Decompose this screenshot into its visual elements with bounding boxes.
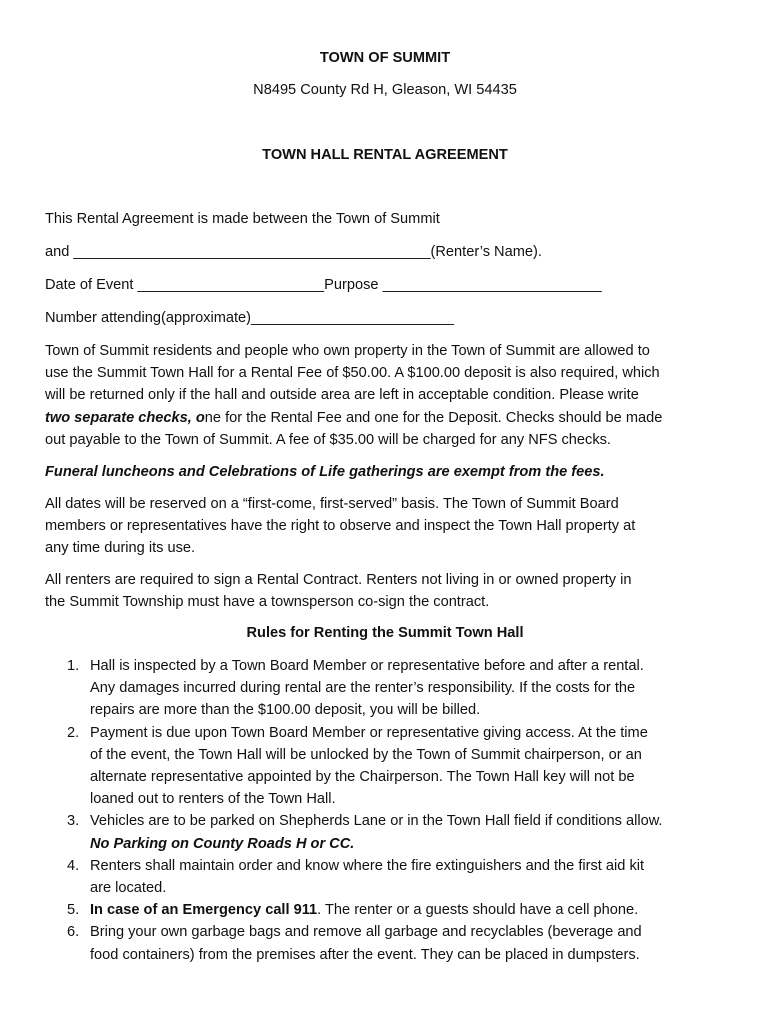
- fees-paragraph: Town of Summit residents and people who own property in the Town of Summit are allowed to use the Summit Town Hall for a Rental Fee of $50.00. A $100.00 deposit is also required, which will be returned only if the hall and outside area are left in acceptable condition. Please write two separate checks, one for the Rental Fee and one for the Deposit. Checks should be made out payable to the Town of Summit. A fee of $35.00 will be charged for any NFS checks.: [45, 343, 663, 448]
- fee-exemption-note: Funeral luncheons and Celebrations of Life gatherings are exempt from the fees.: [45, 464, 605, 480]
- list-item: 3. Vehicles are to be parked on Shepherds Lane or in the Town Hall field if conditions allow. No Parking on County Roads H or CC.: [67, 813, 663, 852]
- list-item: 4. Renters shall maintain order and know where the fire extinguishers and the first aid kit are located.: [67, 857, 645, 897]
- rules-list: [67, 655, 730, 966]
- attendance-field: Number attending(approximate)_________________________: [45, 310, 454, 326]
- org-address: N8495 County Rd H, Gleason, WI 54435: [253, 82, 517, 98]
- renter-name-field: and ____________________________________________(Renter’s Name).: [45, 244, 542, 260]
- rules-heading: Rules for Renting the Summit Town Hall: [246, 625, 524, 641]
- document-title: TOWN HALL RENTAL AGREEMENT: [262, 147, 508, 163]
- list-item: 5. In case of an Emergency call 911. The renter or a guests should have a cell phone.: [67, 902, 639, 919]
- list-item: 1. Hall is inspected by a Town Board Member or representative before and after a rental. Any damages incurred during rental are the renter’s responsibility. If the costs for the repairs are more than the $100.00 deposit, you will be billed.: [67, 658, 644, 719]
- list-item: 6. Bring your own garbage bags and remove all garbage and recyclables (beverage and food containers) from the premises after the event. They can be placed in dumpsters.: [67, 924, 642, 963]
- intro-line: This Rental Agreement is made between the Town of Summit: [45, 211, 440, 227]
- org-name: TOWN OF SUMMIT: [319, 50, 451, 66]
- reservation-paragraph: All dates will be reserved on a “first-come, first-served” basis. The Town of Summit Board members or representatives have the right to observe and inspect the Town Hall property at any time during its use.: [45, 496, 636, 557]
- date-purpose-field: Date of Event _______________________Purpose ___________________________: [45, 277, 602, 293]
- contract-paragraph: All renters are required to sign a Rental Contract. Renters not living in or owned property in the Summit Township must have a townsperson co-sign the contract.: [45, 572, 632, 611]
- list-item: 2. Payment is due upon Town Board Member or representative giving access. At the time of the event, the Town Hall will be unlocked by the Town of Summit chairperson, or an alternate representative appointed by the Chairperson. The Town Hall key will not be loaned out to renters of the Town Hall.: [67, 724, 648, 808]
